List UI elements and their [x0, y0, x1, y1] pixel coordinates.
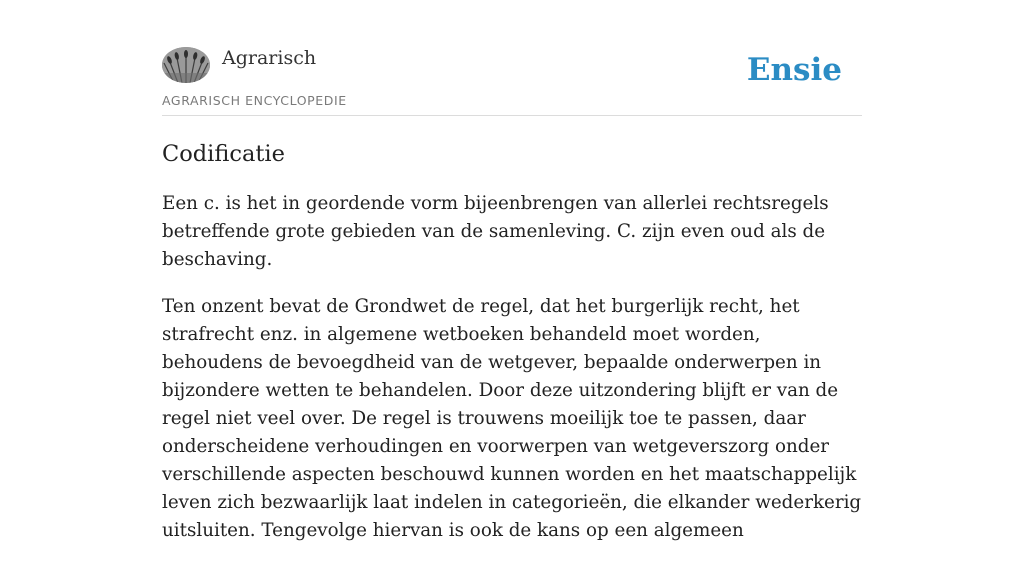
wheat-field-icon[interactable]: [162, 47, 210, 83]
article-paragraph: Ten onzent bevat de Grondwet de regel, dat het burgerlijk recht, het strafrecht enz. in algemene wetboeken behandeld moet worden, behoudens de bevoegdheid van de wetgever, bepaalde onderwerpen in bijzondere wetten te behandelen. Door deze uitzondering blijft er van de regel niet veel over. De regel is trouwens moeilijk toe te passen, daar onderscheidene verhoudingen en voorwerpen van wetgeverszorg onder verschillende aspecten beschouwd kunnen worden en het maatschappelijk leven zich bezwaarlijk laat indelen in categorieën, die elkander wederkerig uitsluiten. Tengevolge hiervan is ook de kans op een algemeen: [162, 296, 862, 541]
article-title: Codificatie: [162, 141, 285, 167]
publication-subtitle: AGRARISCH ENCYCLOPEDIE: [162, 93, 347, 108]
publication-name[interactable]: Agrarisch: [222, 47, 317, 69]
article-paragraph: Een c. is het in geordende vorm bijeenbrengen van allerlei rechtsregels betreffende grote gebieden van de samenleving. C. zijn even oud als de beschaving.: [162, 193, 829, 270]
ensie-brand-link[interactable]: Ensie: [746, 52, 842, 88]
article: [162, 136, 866, 564]
site-header: [162, 44, 862, 116]
